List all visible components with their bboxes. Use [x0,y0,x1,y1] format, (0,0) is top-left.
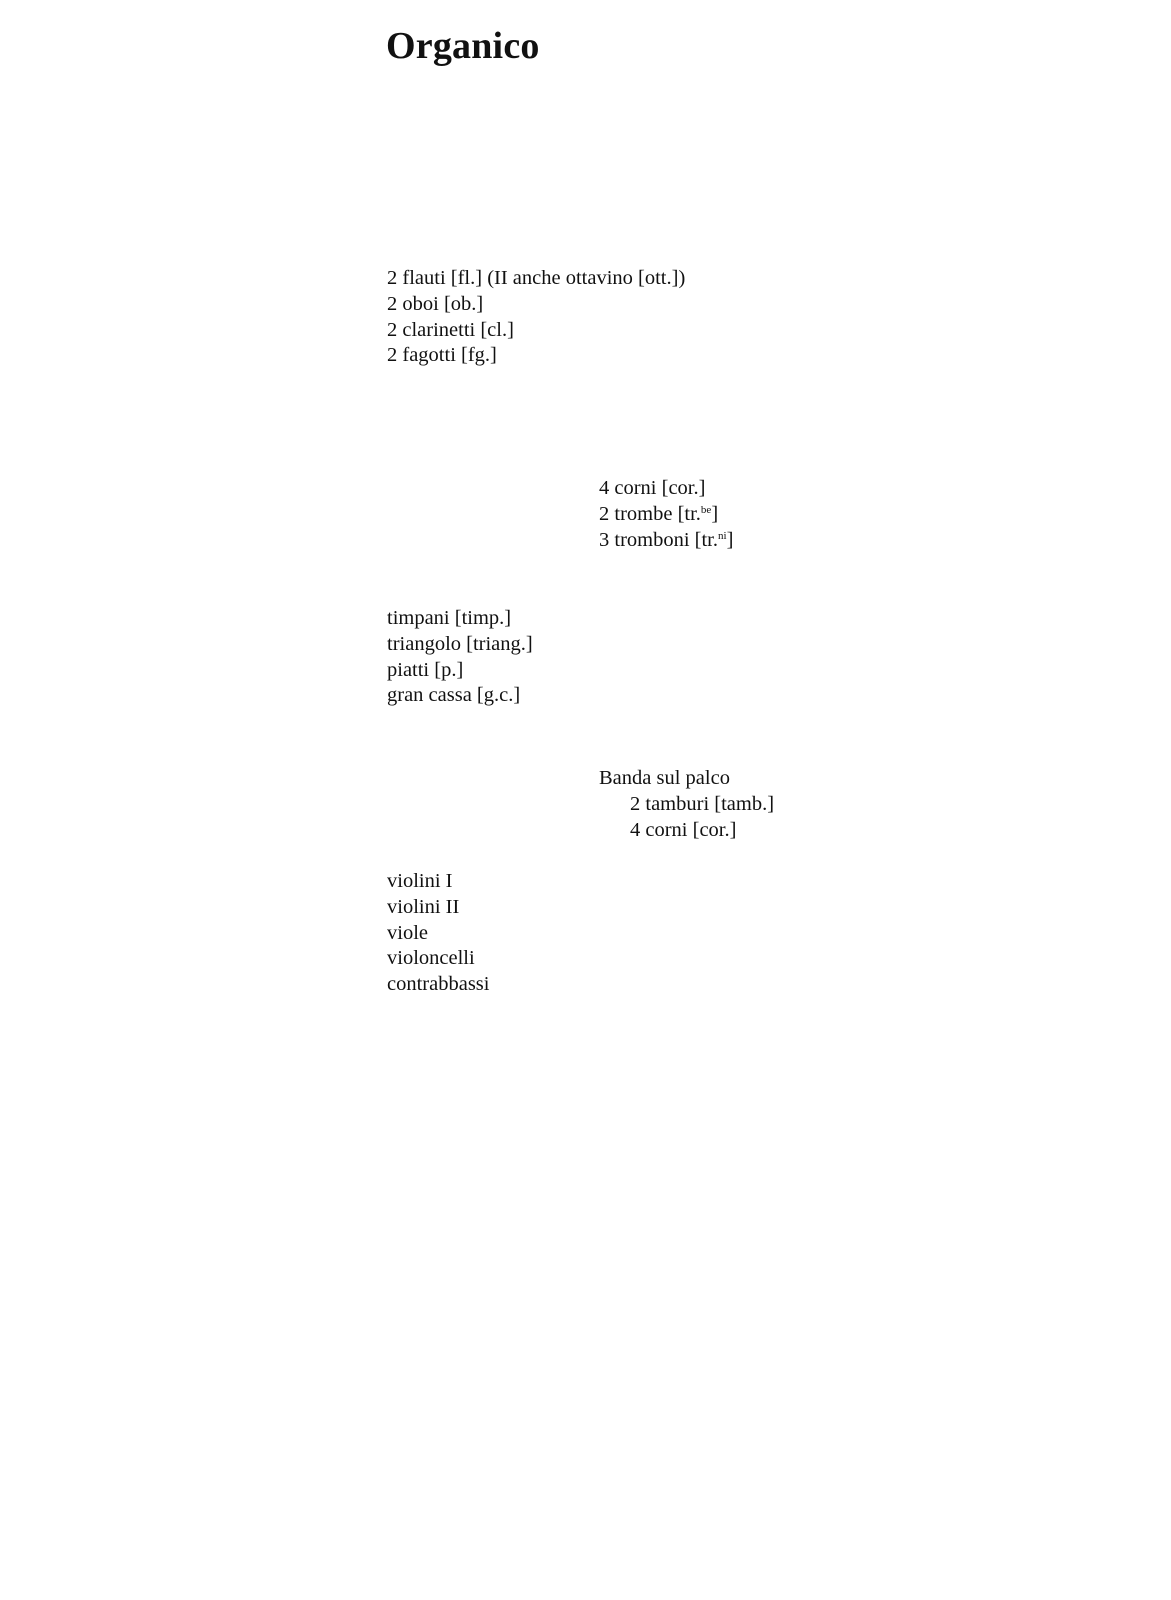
instrument-tamburi: 2 tamburi [tamb.] [630,792,775,815]
instrument-flauti: 2 flauti [fl.] (II anche ottavino [ott.]) [387,267,686,289]
tromboni-superscript: ni [718,529,727,542]
woodwinds-list [387,266,685,369]
instrument-viole: viole [387,921,428,944]
percussion-list [387,606,533,709]
instrument-clarinetti: 2 clarinetti [cl.] [387,318,514,341]
trombe-superscript: be [700,503,712,516]
instrument-violoncelli: violoncelli [387,947,475,970]
instrument-fagotti: 2 fagotti [fg.] [387,344,497,367]
page-title: Organico [386,25,540,67]
instrument-timpani: timpani [timp.] [387,607,512,629]
instrument-trombe [599,502,733,528]
tromboni-close: ] [726,528,734,551]
banda-list [599,766,774,843]
brass-list [599,476,733,553]
instrument-gran-cassa: gran cassa [g.c.] [387,684,521,707]
instrument-tromboni [599,528,733,554]
banda-heading: Banda sul palco [599,767,730,789]
instrument-triangolo: triangolo [triang.] [387,632,533,655]
trombe-text: 2 trombe [tr. [599,502,701,525]
trombe-close: ] [711,502,719,525]
instrument-corni: 4 corni [cor.] [599,477,706,499]
instrument-oboi: 2 oboi [ob.] [387,292,484,315]
instrument-violini-ii: violini II [387,895,460,918]
strings-list [387,869,489,998]
instrument-violini-i: violini I [387,870,453,892]
tromboni-text: 3 tromboni [tr. [599,528,719,551]
instrument-banda-corni: 4 corni [cor.] [630,818,737,841]
instrument-piatti: piatti [p.] [387,658,464,681]
instrument-contrabbassi: contrabbassi [387,973,490,996]
